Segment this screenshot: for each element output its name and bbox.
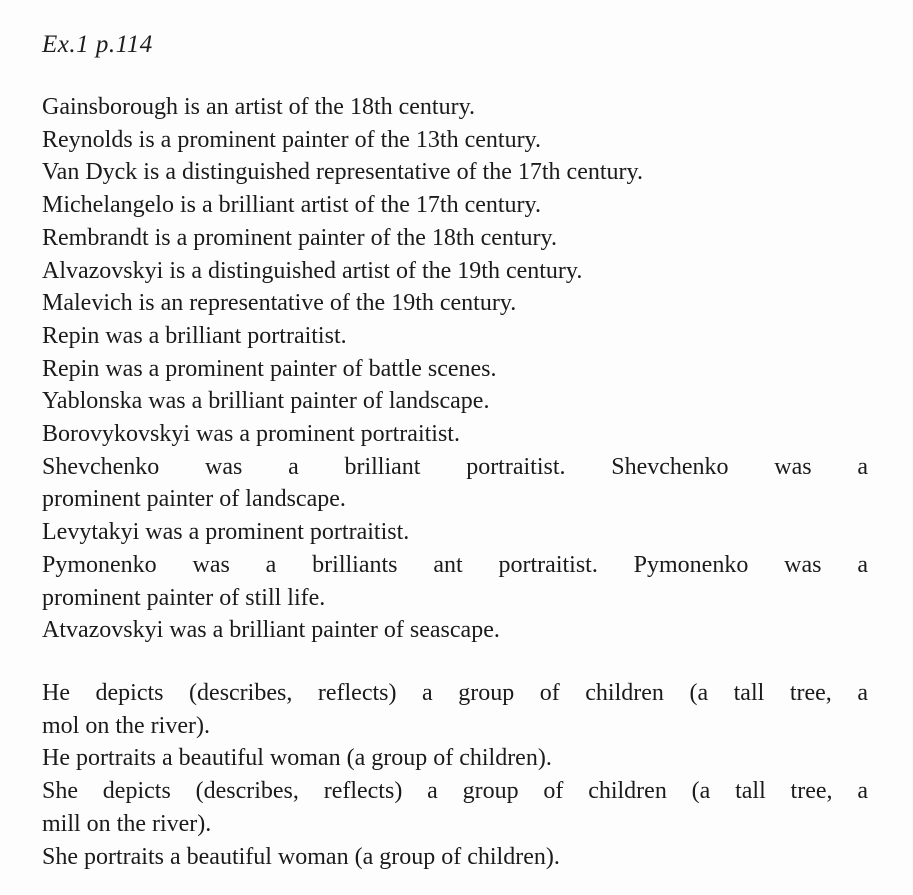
text-line: Rembrandt is a prominent painter of the 18th century. — [42, 224, 557, 251]
text-line: mol on the river). — [42, 712, 210, 739]
text-line: Atvazovskyi was a brilliant painter of seascape. — [42, 617, 500, 644]
text-line: Van Dyck is a distinguished representative of the 17th century. — [42, 159, 643, 186]
text-line: Pymonenko was a brilliants ant portraitist. Pymonenko was a — [42, 551, 868, 578]
text-line: She portraits a beautiful woman (a group of children). — [42, 843, 560, 870]
text-line: prominent painter of still life. — [42, 584, 326, 611]
text-line: prominent painter of landscape. — [42, 486, 346, 513]
text-line: Michelangelo is a brilliant artist of the 17th century. — [42, 192, 541, 219]
answers-section-painters — [42, 91, 868, 647]
text-line: Alvazovskyi is a distinguished artist of the 19th century. — [42, 257, 583, 284]
text-line: Malevich is an representative of the 19th century. — [42, 290, 517, 317]
text-line: mill on the river). — [42, 810, 212, 837]
text-line: Repin was a brilliant portraitist. — [42, 322, 347, 349]
text-line: Shevchenko was a brilliant portraitist. Shevchenko was a — [42, 453, 868, 480]
text-line: Gainsborough is an artist of the 18th century. — [42, 94, 476, 120]
answers-section-depicts — [42, 677, 868, 873]
text-line: She depicts (describes, reflects) a group of children (a tall tree, a — [42, 778, 868, 805]
text-line: He depicts (describes, reflects) a group of children (a tall tree, a — [42, 680, 868, 706]
exercise-heading: Ex.1 p.114 — [42, 31, 153, 58]
text-line: Levytakyi was a prominent portraitist. — [42, 519, 410, 546]
text-line: Borovykovskyi was a prominent portraitist. — [42, 421, 460, 448]
text-line: Yablonska was a brilliant painter of landscape. — [42, 388, 490, 415]
text-line: Reynolds is a prominent painter of the 13th century. — [42, 126, 541, 153]
text-line: Repin was a prominent painter of battle scenes. — [42, 355, 497, 382]
text-line: He portraits a beautiful woman (a group of children). — [42, 745, 552, 772]
